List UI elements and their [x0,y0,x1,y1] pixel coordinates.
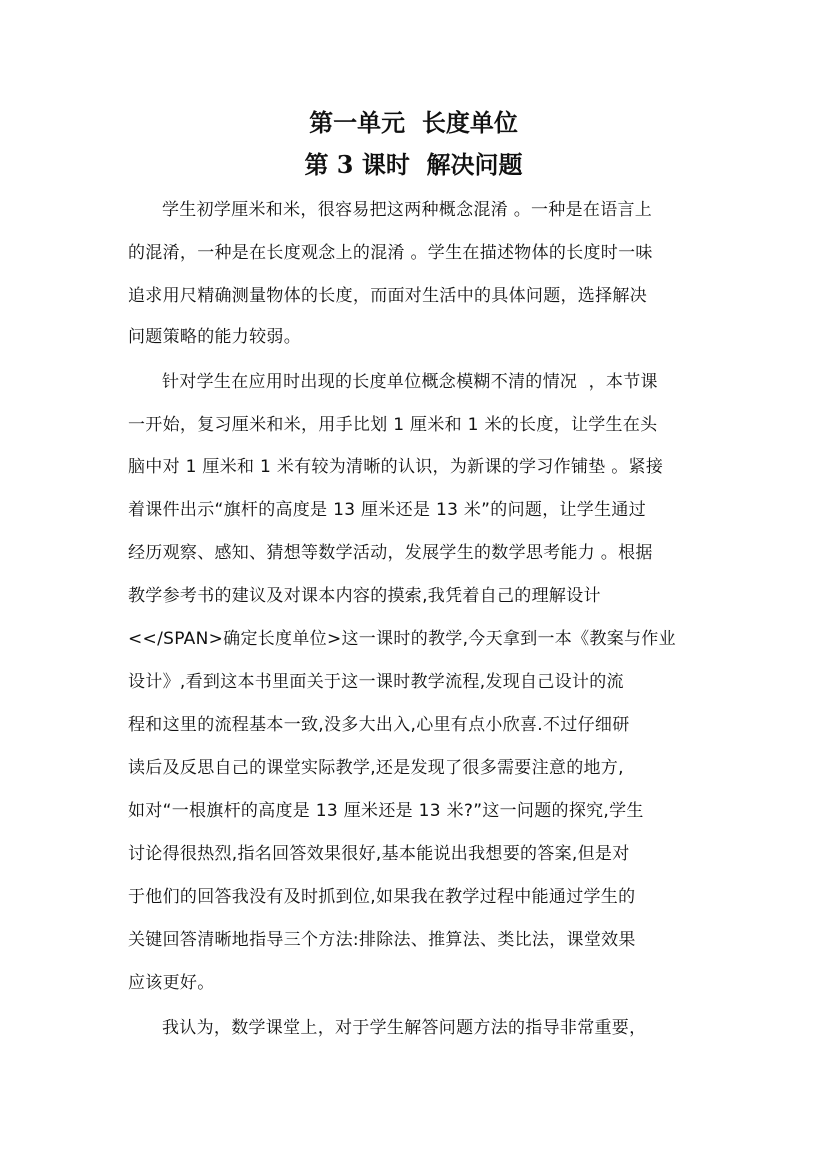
paragraph-1-line: 追求用尺精确测量物体的长度，而面对生活中的具体问题，选择解决 [128,286,647,306]
paragraph-2-line: 设计》,看到这本书里面关于这一课时教学流程,发现自己设计的流 [128,672,624,692]
paragraph-1-line: 学生初学厘米和米，很容易把这两种概念混淆 。一种是在语言上 [162,200,653,220]
paragraph-2-line: 脑中对 1 厘米和 1 米有较为清晰的认识，为新课的学习作铺垫 。紧接 [128,457,664,477]
paragraph-2-line: 讨论得很热烈,指名回答效果很好,基本能说出我想要的答案,但是对 [128,844,630,864]
page-subtitle: 第 3 课时 解决问题 [304,150,523,179]
paragraph-2-line: 如对“一根旗杆的高度是 13 厘米还是 13 米?”这一问题的探究,学生 [128,801,644,821]
paragraph-2-line: 应该更好。 [128,973,215,993]
paragraph-2-line: <</SPAN>确定长度单位>这一课时的教学,今天拿到一本《教案与作业 [128,629,676,649]
paragraph-2-line: 着课件出示“旗杆的高度是 13 厘米还是 13 米”的问题，让学生通过 [128,500,646,520]
page-title: 第一单元 长度单位 [309,108,518,137]
paragraph-2-line: 关键回答清晰地指导三个方法:排除法、推算法、类比法，课堂效果 [128,930,636,950]
paragraph-2-line: 经历观察、感知、猜想等数学活动，发展学生的数学思考能力 。根据 [128,543,653,563]
paragraph-2-line: 一开始，复习厘米和米，用手比划 1 厘米和 1 米的长度，让学生在头 [128,415,658,435]
paragraph-1-line: 问题策略的能力较弱。 [128,327,301,347]
paragraph-2-line: 程和这里的流程基本一致,没多大出入,心里有点小欣喜.不过仔细研 [128,715,630,735]
paragraph-2-line: 针对学生在应用时出现的长度单位概念模糊不清的情况 ，本节课 [162,372,658,392]
paragraph-1-line: 的混淆，一种是在长度观念上的混淆 。学生在描述物体的长度时一味 [128,243,653,263]
paragraph-2-line: 读后及反思自己的课堂实际教学,还是发现了很多需要注意的地方, [128,758,624,778]
paragraph-2-line: 于他们的回答我没有及时抓到位,如果我在教学过程中能通过学生的 [128,887,636,907]
paragraph-2-line: 教学参考书的建议及对课本内容的摸索,我凭着自己的理解设计 [128,586,601,606]
paragraph-3-line: 我认为，数学课堂上，对于学生解答问题方法的指导非常重要， [162,1018,647,1038]
